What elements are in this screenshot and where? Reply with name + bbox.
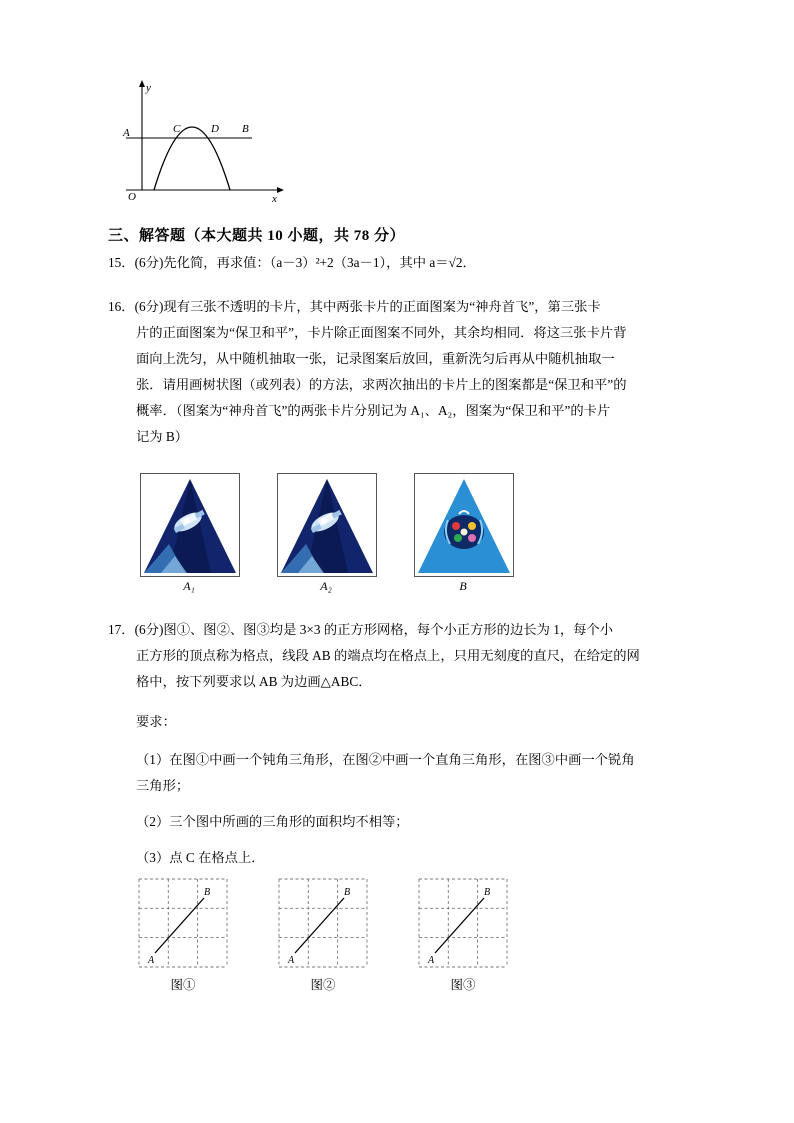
svg-text:C: C (173, 123, 181, 135)
question-17-line-3: 格中，按下列要求以 AB 为边画△ABC． (136, 674, 372, 689)
question-17-req-1b: 三角形； (136, 778, 190, 793)
question-17-line-2: 正方形的顶点称为格点，线段 AB 的端点均在格点上，只用无刻度的直尺，在给定的网 (136, 648, 640, 663)
question-17-number: 17．(6分) (108, 622, 164, 637)
svg-text:A: A (123, 127, 130, 139)
svg-text:B: B (484, 887, 491, 898)
question-15 (108, 250, 708, 276)
grid-label-3: 图③ (450, 978, 476, 992)
question-17-text-1: 图①、图②、图③均是 3×3 的正方形网格，每个小正方形的边长为 1，每个小 (163, 622, 614, 637)
grid-label-2: 图② (310, 978, 336, 992)
question-16-line-6: 记为 B） (136, 429, 189, 444)
svg-text:A: A (428, 955, 435, 966)
svg-text:A: A (288, 955, 295, 966)
grid-label-1: 图① (170, 978, 196, 992)
card-label-a1: A₁ (183, 579, 195, 593)
svg-text:B: B (242, 123, 249, 135)
svg-text:A: A (148, 955, 155, 966)
question-16-line-5: 概率．（图案为“神舟首飞”的两张卡片分别记为 A₁、A₂，图案为“保卫和平”的卡片 (136, 403, 611, 418)
grid-figure-2 (275, 875, 371, 971)
question-16-number: 16．(6分) (108, 299, 164, 314)
question-16-line-3: 面向上洗匀，从中随机抽取一张，记录图案后放回，重新洗匀后再从中随机抽取一 (136, 351, 615, 366)
question-15-number: 15．(6分) (108, 255, 164, 270)
question-17-req-2: （2）三个图中所画的三角形的面积均不相等； (136, 814, 409, 829)
card-label-a2: A₂ (320, 579, 332, 593)
card-figures (140, 473, 520, 603)
grid-figure-1 (135, 875, 231, 971)
svg-text:B: B (204, 887, 211, 898)
question-16-text-1: 现有三张不透明的卡片，其中两张卡片的正面图案为“神舟首飞”，第三张卡 (163, 299, 601, 314)
parabola-figure (120, 78, 300, 208)
svg-text:B: B (344, 887, 351, 898)
question-15-text: 先化简，再求值：（a－3）²+2（3a－1），其中 a＝√2． (163, 255, 476, 270)
svg-text:x: x (272, 193, 277, 205)
svg-text:D: D (211, 123, 219, 135)
grid-figures (135, 875, 535, 1005)
svg-text:y: y (146, 82, 151, 94)
question-16 (108, 294, 698, 450)
question-17-req-1a: （1）在图①中画一个钝角三角形，在图②中画一个直角三角形，在图③中画一个锐角 (136, 752, 635, 767)
card-b (414, 473, 514, 577)
question-17 (108, 617, 708, 871)
question-17-requirements-label: 要求： (136, 714, 176, 729)
question-16-line-1 (108, 294, 698, 320)
card-label-b: B (459, 579, 467, 593)
question-17-req-3: （3）点 C 在格点上． (136, 850, 265, 865)
svg-text:O: O (128, 191, 136, 203)
grid-figure-3 (415, 875, 511, 971)
card-a1 (140, 473, 240, 577)
question-17-line-1 (108, 617, 708, 643)
question-16-line-4: 张．请用画树状图（或列表）的方法，求两次抽出的卡片上的图案都是“保卫和平”的 (136, 377, 627, 392)
question-16-line-2: 片的正面图案为“保卫和平”，卡片除正面图案不同外，其余均相同．将这三张卡片背 (136, 325, 627, 340)
section-heading: 三、解答题（本大题共 10 小题，共 78 分） (108, 228, 406, 244)
card-a2 (277, 473, 377, 577)
